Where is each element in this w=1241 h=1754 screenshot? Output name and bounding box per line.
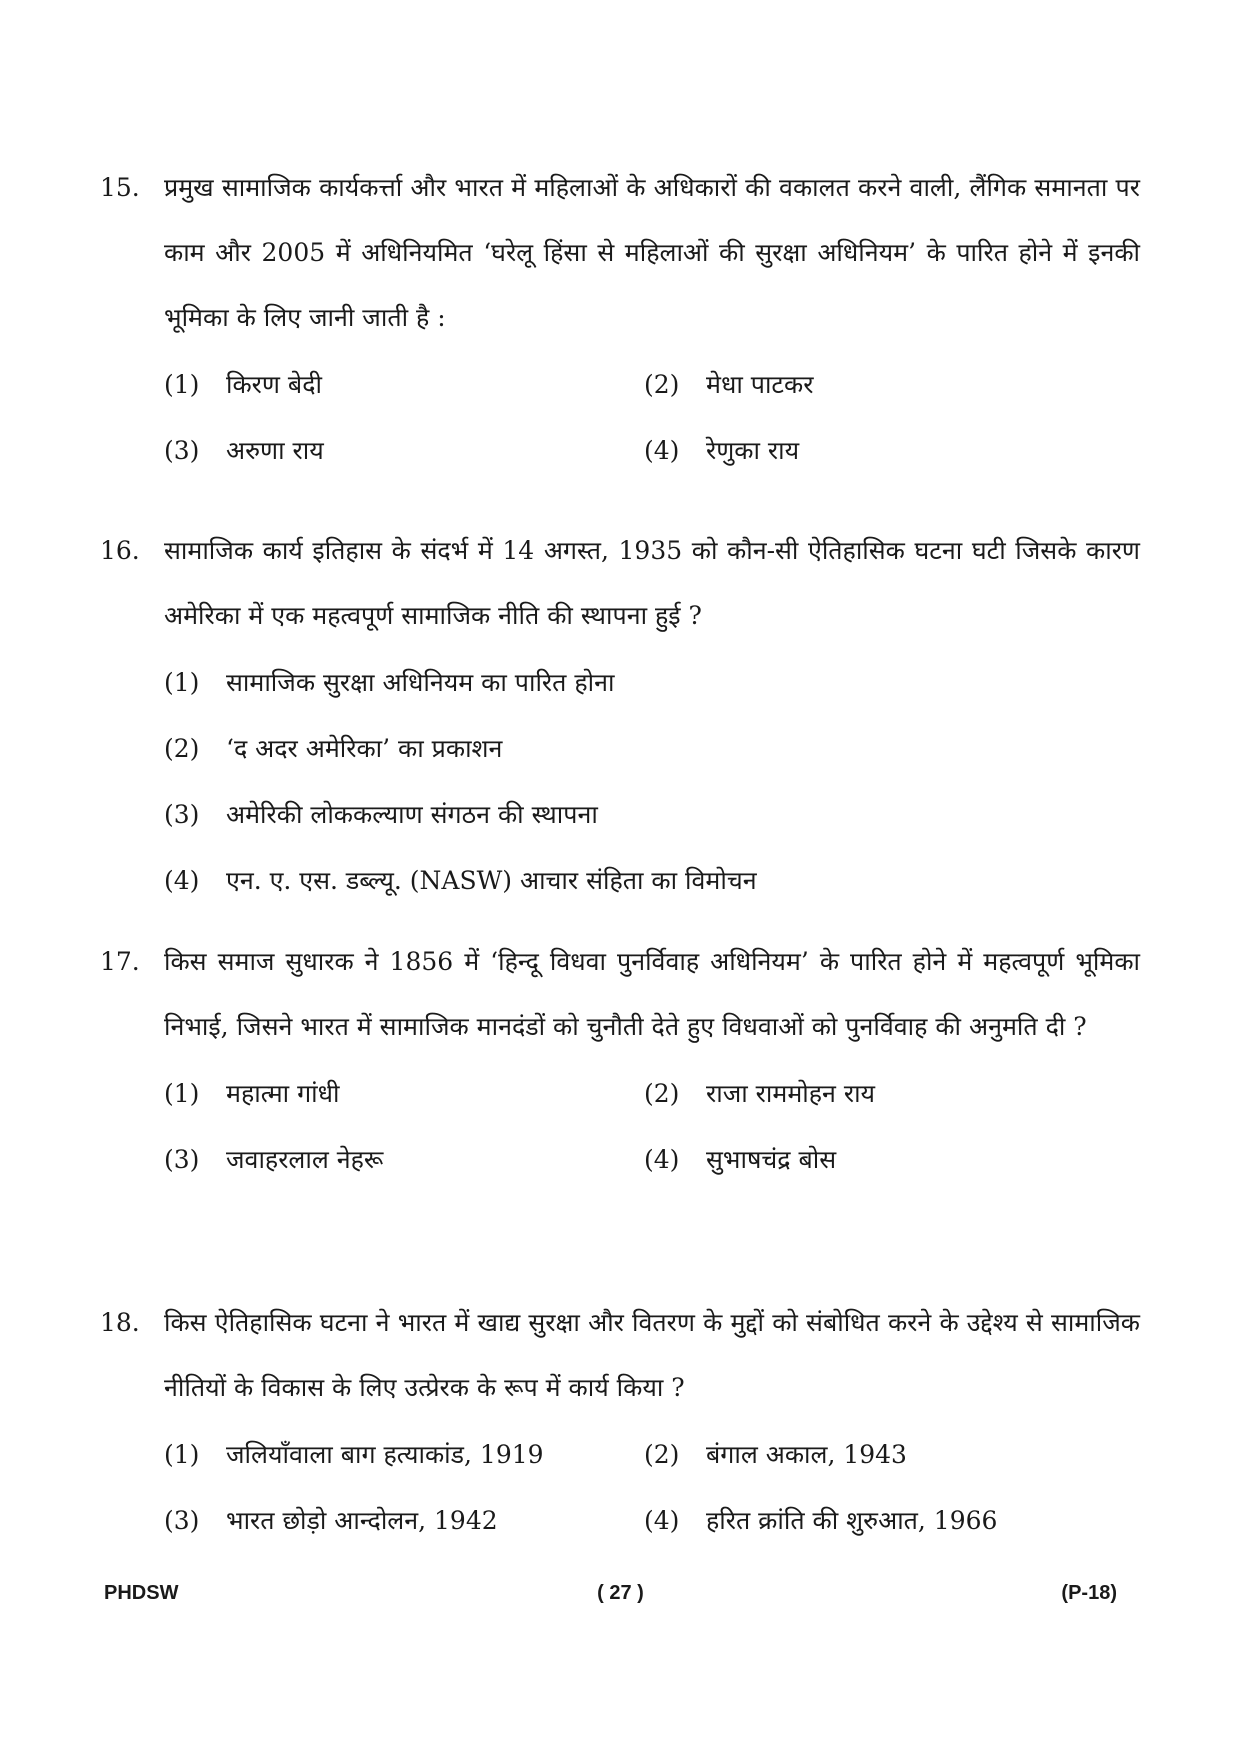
option-1 xyxy=(164,1422,544,1488)
option-text: भारत छोड़ो आन्दोलन, 1942 xyxy=(226,1506,498,1535)
option-row xyxy=(164,1488,1140,1554)
question-number: 17. xyxy=(100,947,140,976)
option-text: हरित क्रांति की शुरुआत, 1966 xyxy=(706,1506,998,1535)
option-number: (4) xyxy=(644,436,680,465)
option-text: किरण बेदी xyxy=(226,370,322,399)
question-17 xyxy=(100,929,1140,1193)
option-text: जलियाँवाला बाग हत्याकांड, 1919 xyxy=(226,1440,544,1469)
option-row xyxy=(164,1061,1140,1127)
option-number: (2) xyxy=(644,1440,680,1469)
question-15 xyxy=(100,155,1140,484)
option-2 xyxy=(644,1422,907,1488)
option-1 xyxy=(164,1061,340,1127)
option-row xyxy=(164,650,1140,716)
option-number: (1) xyxy=(164,370,200,399)
option-text: अरुणा राय xyxy=(226,436,324,465)
options xyxy=(164,1422,1140,1554)
option-3 xyxy=(164,1488,498,1554)
option-text: रेणुका राय xyxy=(706,436,800,465)
option-row xyxy=(164,848,1140,914)
option-row xyxy=(164,782,1140,848)
question-number: 16. xyxy=(100,536,140,565)
option-text: अमेरिकी लोककल्याण संगठन की स्थापना xyxy=(226,800,598,829)
option-number: (4) xyxy=(644,1506,680,1535)
option-3 xyxy=(164,418,324,484)
question-text: सामाजिक कार्य इतिहास के संदर्भ में 14 अगस्त, 1935 को कौन-सी ऐतिहासिक घटना घटी जिसके कारण अमेरिका में एक महत्वपूर्ण सामाजिक नीति की स्थापना हुई ? xyxy=(164,536,1140,630)
option-text: जवाहरलाल नेहरू xyxy=(226,1145,384,1174)
paper-set-code: (P-18) xyxy=(1061,1582,1117,1604)
options xyxy=(164,1061,1140,1193)
option-row xyxy=(164,716,1140,782)
option-4 xyxy=(644,1488,997,1554)
option-row xyxy=(164,1127,1140,1193)
question-number: 15. xyxy=(100,173,140,202)
option-number: (1) xyxy=(164,668,200,697)
question-text: किस ऐतिहासिक घटना ने भारत में खाद्य सुरक्षा और वितरण के मुद्दों को संबोधित करने के उद्देश्य से सामाजिक नीतियों के विकास के लिए उत्प्रेरक के रूप में कार्य किया ? xyxy=(164,1308,1140,1402)
option-number: (3) xyxy=(164,800,200,829)
option-2 xyxy=(644,352,813,418)
page-footer xyxy=(0,1582,1241,1612)
option-number: (4) xyxy=(164,866,200,895)
option-number: (1) xyxy=(164,1440,200,1469)
option-number: (3) xyxy=(164,1145,200,1174)
option-number: (2) xyxy=(644,1079,680,1108)
question-text: प्रमुख सामाजिक कार्यकर्त्ता और भारत में महिलाओं के अधिकारों की वकालत करने वाली, लैंगिक समानता पर काम और 2005 में अधिनियमित ‘घरेलू हिंसा से महिलाओं की सुरक्षा अधिनियम’ के पारित होने में इनकी भूमिका के लिए जानी जाती है : xyxy=(164,173,1140,332)
option-4 xyxy=(644,1127,836,1193)
option-text: महात्मा गांधी xyxy=(226,1079,340,1108)
option-row xyxy=(164,418,1140,484)
option-text: मेधा पाटकर xyxy=(706,370,814,399)
option-number: (3) xyxy=(164,436,200,465)
option-2 xyxy=(644,1061,875,1127)
option-text: बंगाल अकाल, 1943 xyxy=(706,1440,907,1469)
option-number: (3) xyxy=(164,1506,200,1535)
option-text: सामाजिक सुरक्षा अधिनियम का पारित होना xyxy=(226,668,615,697)
option-number: (2) xyxy=(164,734,200,763)
option-text: एन. ए. एस. डब्ल्यू. (NASW) आचार संहिता का विमोचन xyxy=(226,866,757,895)
option-1 xyxy=(164,352,322,418)
option-row xyxy=(164,352,1140,418)
option-3 xyxy=(164,1127,383,1193)
question-16 xyxy=(100,518,1140,914)
option-text: ‘द अदर अमेरिका’ का प्रकाशन xyxy=(226,734,503,763)
question-text: किस समाज सुधारक ने 1856 में ‘हिन्दू विधवा पुनर्विवाह अधिनियम’ के पारित होने में महत्वपूर्ण भूमिका निभाई, जिसने भारत में सामाजिक मानदंडों को चुनौती देते हुए विधवाओं को पुनर्विवाह की अनुमति दी ? xyxy=(164,947,1140,1041)
option-1 xyxy=(164,650,614,716)
question-18 xyxy=(100,1290,1140,1554)
option-row xyxy=(164,1422,1140,1488)
option-number: (1) xyxy=(164,1079,200,1108)
option-text: राजा राममोहन राय xyxy=(706,1079,876,1108)
option-4 xyxy=(164,848,757,914)
option-3 xyxy=(164,782,598,848)
options xyxy=(164,352,1140,484)
options xyxy=(164,650,1140,914)
question-number: 18. xyxy=(100,1308,140,1337)
option-2 xyxy=(164,716,502,782)
option-4 xyxy=(644,418,799,484)
page-number: ( 27 ) xyxy=(597,1582,644,1604)
paper-code: PHDSW xyxy=(104,1582,179,1604)
option-number: (4) xyxy=(644,1145,680,1174)
option-text: सुभाषचंद्र बोस xyxy=(706,1145,837,1174)
option-number: (2) xyxy=(644,370,680,399)
